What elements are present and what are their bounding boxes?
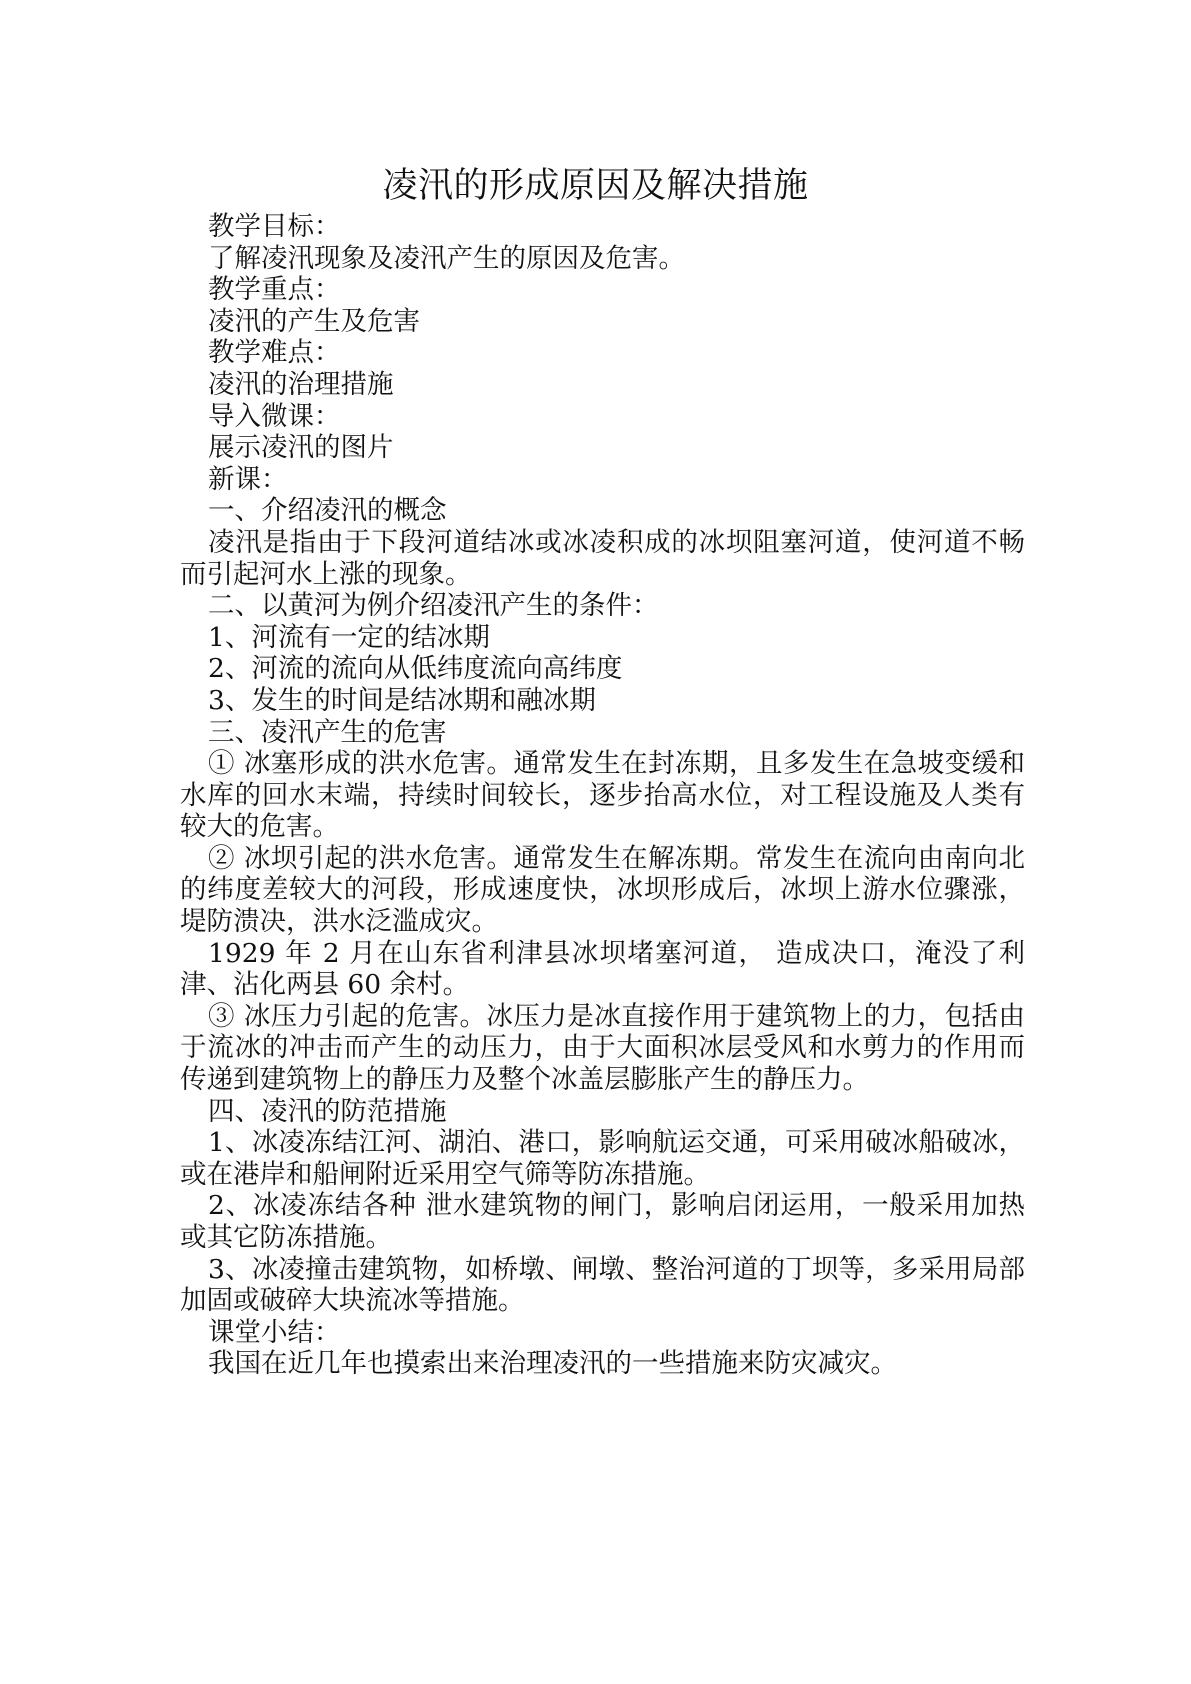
document-title: 凌汛的形成原因及解决措施	[382, 166, 809, 206]
section-heading-3: 三、凌汛产生的危害	[208, 716, 447, 748]
heading-teaching-goal: 教学目标：	[208, 211, 341, 242]
summary-text: 我国在近几年也摸索出来治理凌汛的一些措施来防灾减灾。	[208, 1348, 897, 1380]
teaching-goal-text: 了解凌汛现象及凌汛产生的原因及危害。	[208, 242, 685, 274]
condition-item-1: 1、河流有一定的结冰期	[208, 621, 490, 653]
condition-item-2: 2、河流的流向从低纬度流向高纬度	[208, 653, 623, 685]
section-heading-2: 二、以黄河为例介绍凌汛产生的条件：	[208, 590, 659, 622]
hazard-example: 1929 年 2 月在山东省利津县冰坝堵塞河道， 造成决口，淹没了利津、沾化两县 60 余村。	[180, 937, 1025, 1001]
intro-text: 展示凌汛的图片	[208, 432, 394, 464]
measure-item-1: 1、冰凌冻结江河、湖泊、港口，影响航运交通，可采用破冰船破冰，或在港岸和船闸附近采用空气筛等防冻措施。	[180, 1127, 1025, 1190]
hazard-item-1: ① 冰塞形成的洪水危害。通常发生在封冻期，且多发生在急坡变缓和水库的回水末端，持续时间较长，逐步抬高水位，对工程设施及人类有较大的危害。	[180, 748, 1025, 843]
concept-text: 凌汛是指由于下段河道结冰或冰凌积成的冰坝阻塞河道，使河道不畅而引起河水上涨的现象。	[180, 526, 1025, 590]
measure-item-2: 2、冰凌冻结各种 泄水建筑物的闸门，影响启闭运用，一般采用加热或其它防冻措施。	[180, 1190, 1025, 1253]
section-heading-4: 四、凌汛的防范措施	[208, 1095, 447, 1127]
heading-difficulty: 教学难点：	[208, 337, 341, 369]
heading-new-lesson: 新课：	[208, 463, 288, 495]
difficulty-text: 凌汛的治理措施	[208, 368, 394, 400]
heading-summary: 课堂小结：	[208, 1316, 341, 1348]
hazard-item-3: ③ 冰压力引起的危害。冰压力是冰直接作用于建筑物上的力，包括由于流冰的冲击而产生的动压力，由于大面积冰层受风和水剪力的作用而传递到建筑物上的静压力及整个冰盖层膨胀产生的静压力。	[180, 1000, 1025, 1096]
heading-intro: 导入微课：	[208, 400, 341, 432]
section-heading-1: 一、介绍凌汛的概念	[208, 495, 447, 527]
document-body	[180, 211, 1025, 1380]
heading-key-point: 教学重点：	[208, 274, 341, 306]
condition-item-3: 3、发生的时间是结冰期和融冰期	[208, 684, 596, 716]
hazard-item-2: ② 冰坝引起的洪水危害。通常发生在解冻期。常发生在流向由南向北的纬度差较大的河段，形成速度快，冰坝形成后，冰坝上游水位骤涨，堤防溃决，洪水泛滥成灾。	[180, 842, 1025, 938]
measure-item-3: 3、冰凌撞击建筑物，如桥墩、闸墩、整治河道的丁坝等，多采用局部加固或破碎大块流冰等措施。	[180, 1253, 1025, 1317]
key-point-text: 凌汛的产生及危害	[208, 305, 420, 337]
